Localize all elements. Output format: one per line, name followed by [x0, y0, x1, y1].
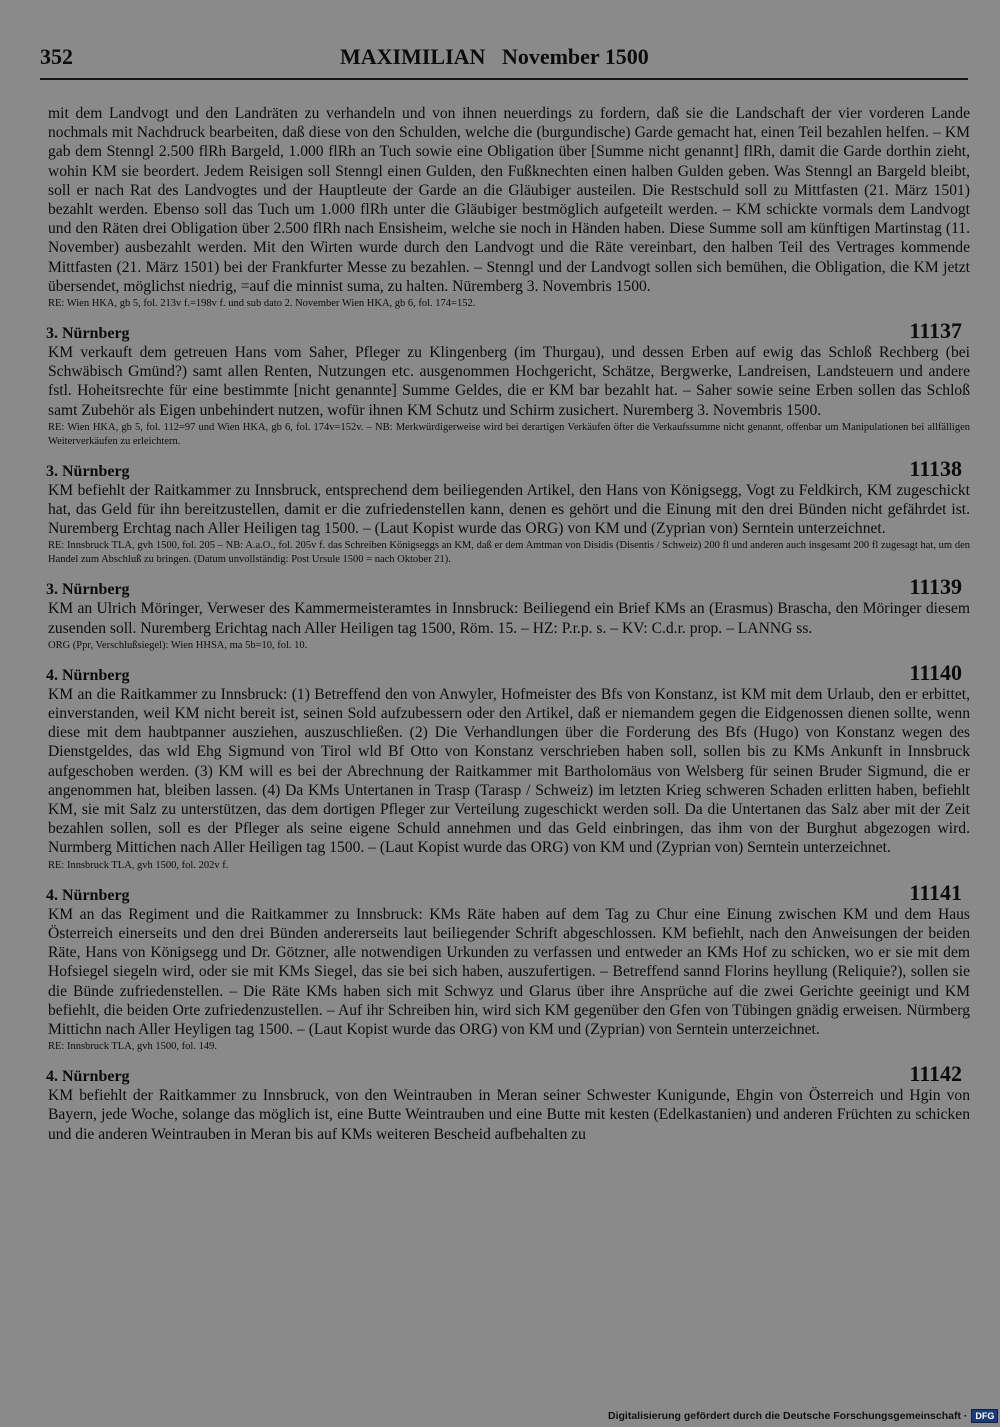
entry-text: KM verkauft dem getreuen Hans vom Saher, Pfleger zu Klingenberg (im Thurgau), und dessen Erben auf ewig das Schloß Rechberg (bei Schwäbisch Gmünd?) samt allen Renten, Nutzungen etc. ausgenommen Hochgericht, Schätze, Bergwerke, Landreisen, Landsteuern und andere fstl. Hoheitsrechte für eine bestimmte [nicht genannte] Summe Geldes, die er KM bar bezahlt hat. – Saher sowie seine Erben sollen das Schloß samt Zubehör als Eigen unbehindert nutzen, wofür ihnen KM Schutz und Schirm zusichert. Nuremberg 3. Novembris 1500.: [48, 344, 970, 419]
running-title: MAXIMILIAN November 1500: [340, 44, 649, 69]
entry-header: [40, 659, 970, 685]
entry-text: KM an das Regiment und die Raitkammer zu Innsbruck: KMs Räte haben auf dem Tag zu Chur eine Einung zwischen KM und dem Haus Österreich einerseits und den drei Bünden andererseits laut beiliegender Schrift abgeschlossen. KM befiehlt, nach den Anweisungen der beiden Räte, Hans von Königsegg und Dr. Götzner, alle notwendigen Urkunden zu verfassen und entweder an KMs Hof zu schicken, wo er sie mit dem Hofsiegel siegeln wird, oder sie mit KMs Siegel, das sie bei sich haben, auszufertigen. – Betreffend sannd Florins heyllung (Reliquie?), sollen sie die Bünde zufriedenstellen. – Die Räte KMs haben sich mit Schwyz und Glarus über ihre Ansprüche auf die zwei Gerichte geeinigt und KM befiehlt, die beiden Orte zufriedenzustellen. – Auf ihr Schreiben hin, wird sich KM gegenüber den Gfen von Tübingen gnädig erweisen. Nürmberg Mittichn nach Aller Heyligen tag 1500. – (Laut Kopist wurde das ORG) von KM und (Zyprian) von Serntein unterzeichnet.: [48, 905, 970, 1038]
page-header: [40, 44, 970, 76]
entry-number: 11140: [909, 659, 962, 685]
page: [40, 44, 970, 1144]
digitization-credit: [608, 1409, 998, 1423]
entry-11138: [40, 455, 970, 568]
header-rule: [40, 78, 968, 80]
document-body: [40, 104, 970, 1144]
entry-header: [40, 1061, 970, 1087]
entry-date-place: 3. Nürnberg: [46, 462, 130, 480]
entry-reference: RE: Innsbruck TLA, gvh 1500, fol. 149.: [48, 1041, 217, 1053]
dfg-logo: DFG: [971, 1409, 998, 1423]
page-number: 352: [40, 44, 73, 69]
entry-11141: [40, 879, 970, 1054]
entry-header: [40, 455, 970, 481]
entry-11139: [40, 574, 970, 652]
entry-number: 11141: [909, 879, 962, 905]
entry-11140: [40, 659, 970, 873]
credit-text: Digitalisierung gefördert durch die Deutsche Forschungsgemeinschaft ·: [608, 1410, 968, 1422]
entry-number: 11138: [909, 455, 962, 481]
entry-number: 11137: [909, 318, 962, 344]
entry-date-place: 3. Nürnberg: [46, 581, 130, 599]
entry-text: KM befiehlt der Raitkammer zu Innsbruck, von den Weintrauben in Meran seiner Schwester Kunigunde, Ehgin von Österreich und Hgin von Bayern, jede Woche, solange das möglich ist, eine Butte Weintrauben und eine Butte mit kesten (Edelkastanien) und anderen Früchten zu schicken und die anderen Weintrauben in Meran bis auf KMs weiteren Bescheid aufbehalten zu: [48, 1087, 970, 1143]
entry-text: KM an Ulrich Möringer, Verweser des Kammermeisteramtes in Innsbruck: Beiliegend ein Brief KMs an (Erasmus) Brascha, den Möringer diesem zusenden soll. Nuremberg Erichtag nach Aller Heiligen tag 1500, Röm. 15. – HZ: P.r.p. s. – KV: C.d.r. prop. – LANNG ss.: [48, 600, 970, 637]
entry-date-place: 4. Nürnberg: [46, 886, 130, 904]
entry-text: KM an die Raitkammer zu Innsbruck: (1) Betreffend den von Anwyler, Hofmeister des Bfs von Konstanz, ist KM mit dem Urlaub, den er erbittet, einverstanden, weil KM nicht bereit ist, seinen Sold aufzubessern oder den Artikel, daß er niemandem gegen die Eidgenossen dienen sollte, wenn diese mit dem haubtpanner ausziehen, auszuschließen. (2) Die Verhandlungen über die Forderung des Bfs (Hugo) von Konstanz wegen des Dienstgeldes, das wld Ehg Sigmund von Tirol wld Bf Otto von Konstanz verschrieben haben soll, sollen bis zu KMs Ankunft in Innsbruck aufgeschoben werden. (3) KM will es bei der Abrechnung der Raitkammer mit Bartholomäus von Welsberg für seinen Bruder Sigmund, die er angenommen hat, bleiben lassen. (4) Da KMs Untertanen in Trasp (Tarasp / Schweiz) im letzten Krieg schweren Schaden erlitten haben, befiehlt KM, sie mit Salz zu unterstützen, das dem dortigen Pfleger zur Verteilung zugeschickt werden soll. Da die Untertanen das Salz aber mit der Zeit bezahlen sollen, soll es der Pfleger als seine eigene Schuld annehmen und das Geld einbringen, das ihm von der Burghut abgezogen wird. Nurmberg Mittichen nach Aller Heiligen tag 1500. – (Laut Kopist wurde das ORG) von KM und (Zyprian von) Serntein unterzeichnet.: [48, 685, 970, 857]
intro-reference: RE: Wien HKA, gb 5, fol. 213v f.=198v f. und sub dato 2. November Wien HKA, gb 6, fol. 174=152.: [48, 298, 476, 310]
entry-text: KM befiehlt der Raitkammer zu Innsbruck, entsprechend dem beiliegenden Artikel, den Hans von Königsegg, Vogt zu Feldkirch, KM zugeschickt hat, das Geld für ihn bereitzustellen, damit er die zufriedenstellen kann, denen es gehört und die Einung mit den drei Bünden nicht gefährdet ist. Nuremberg Erchtag nach Aller Heiligen tag 1500. – (Laut Kopist wurde das ORG) von KM und (Zyprian von) Serntein unterzeichnet.: [48, 481, 970, 538]
entry-number: 11139: [909, 574, 962, 600]
entry-date-place: 4. Nürnberg: [46, 666, 130, 684]
entry-reference: ORG (Ppr, Verschlußsiegel): Wien HHSA, ma 5b=10, fol. 10.: [48, 639, 308, 651]
entry-date-place: 4. Nürnberg: [46, 1068, 130, 1086]
entry-number: 11142: [909, 1061, 962, 1087]
entry-reference: RE: Wien HKA, gb 5, fol. 112=97 und Wien HKA, gb 6, fol. 174v=152v. – NB: Merkwürdigerweise wird bei derartigen Verkäufen öfter die Verkaufssumme nicht genannt, offenbar um Manipulationen bei allfälligen Weiterverkäufen zu erleichtern.: [48, 421, 970, 447]
entry-reference: RE: Innsbruck TLA, gvh 1500, fol. 202v f.: [48, 859, 229, 871]
entry-header: [40, 879, 970, 905]
entry-11142: [40, 1061, 970, 1144]
entry-header: [40, 574, 970, 600]
entry-date-place: 3. Nürnberg: [46, 325, 130, 343]
entry-header: [40, 318, 970, 344]
intro-paragraph: mit dem Landvogt und den Landräten zu verhandeln und von ihnen neuerdings zu fordern, daß sie die Landschaft der vier vorderen Lande nochmals mit Nachdruck bearbeiten, daß diese von den Schulden, welche die (burgundische) Garde gemacht hat, einen Teil bezahlen helfen. – KM gab dem Stenngl 2.500 flRh Bargeld, 1.000 flRh an Tuch sowie eine Obligation über [Summe nicht genannt] flRh, damit die Garde dorthin zieht, wohin KM sie beordert. Jedem Reisigen soll Stenngl einen Gulden, den Fußknechten einen halben Gulden geben. Was Stenngl an Bargeld bleibt, soll er nach Rat des Landvogtes und der Hauptleute der Garde an die Gläubiger austeilen. Die Restschuld soll zu Mittfasten (21. März 1501) bezahlt werden. Ebenso soll das Tuch um 1.000 flRh unter die Gläubiger bestmöglich aufgeteilt werden. – KM schickte vormals dem Landvogt und den Räten drei Obligation über 2.500 flRh nach Ensisheim, welche sie noch in Händen haben. Diese Summe soll am künftigen Martinstag (11. November) ausbezahlt werden. Mit den Wirten wurde durch den Landvogt und die Räte vereinbart, den halben Teil des Vertrages kommende Mittfasten (21. März 1501) bei der Frankfurter Messe zu bezahlen. – Stenngl und der Landvogt sollen sich bemühen, die Obligation, die KM jetzt übersendet, möglichst niedrig, =auf die minnist suma, zu halten. Nüremberg 3. Novembris 1500.: [48, 105, 970, 295]
entry-11137: [40, 318, 970, 449]
entry-reference: RE: Innsbruck TLA, gvh 1500, fol. 205 – NB: A.a.O., fol. 205v f. das Schreiben Königseggs an KM, daß er dem Amtman von Disidis (Disentis / Schweiz) 200 fl und anderen auch insgesamt 200 fl zugesagt hat, um den Handel zum Abschluß zu bringen. (Datum unvollständig: Post Ursule 1500 = nach Oktober 21).: [48, 540, 970, 566]
